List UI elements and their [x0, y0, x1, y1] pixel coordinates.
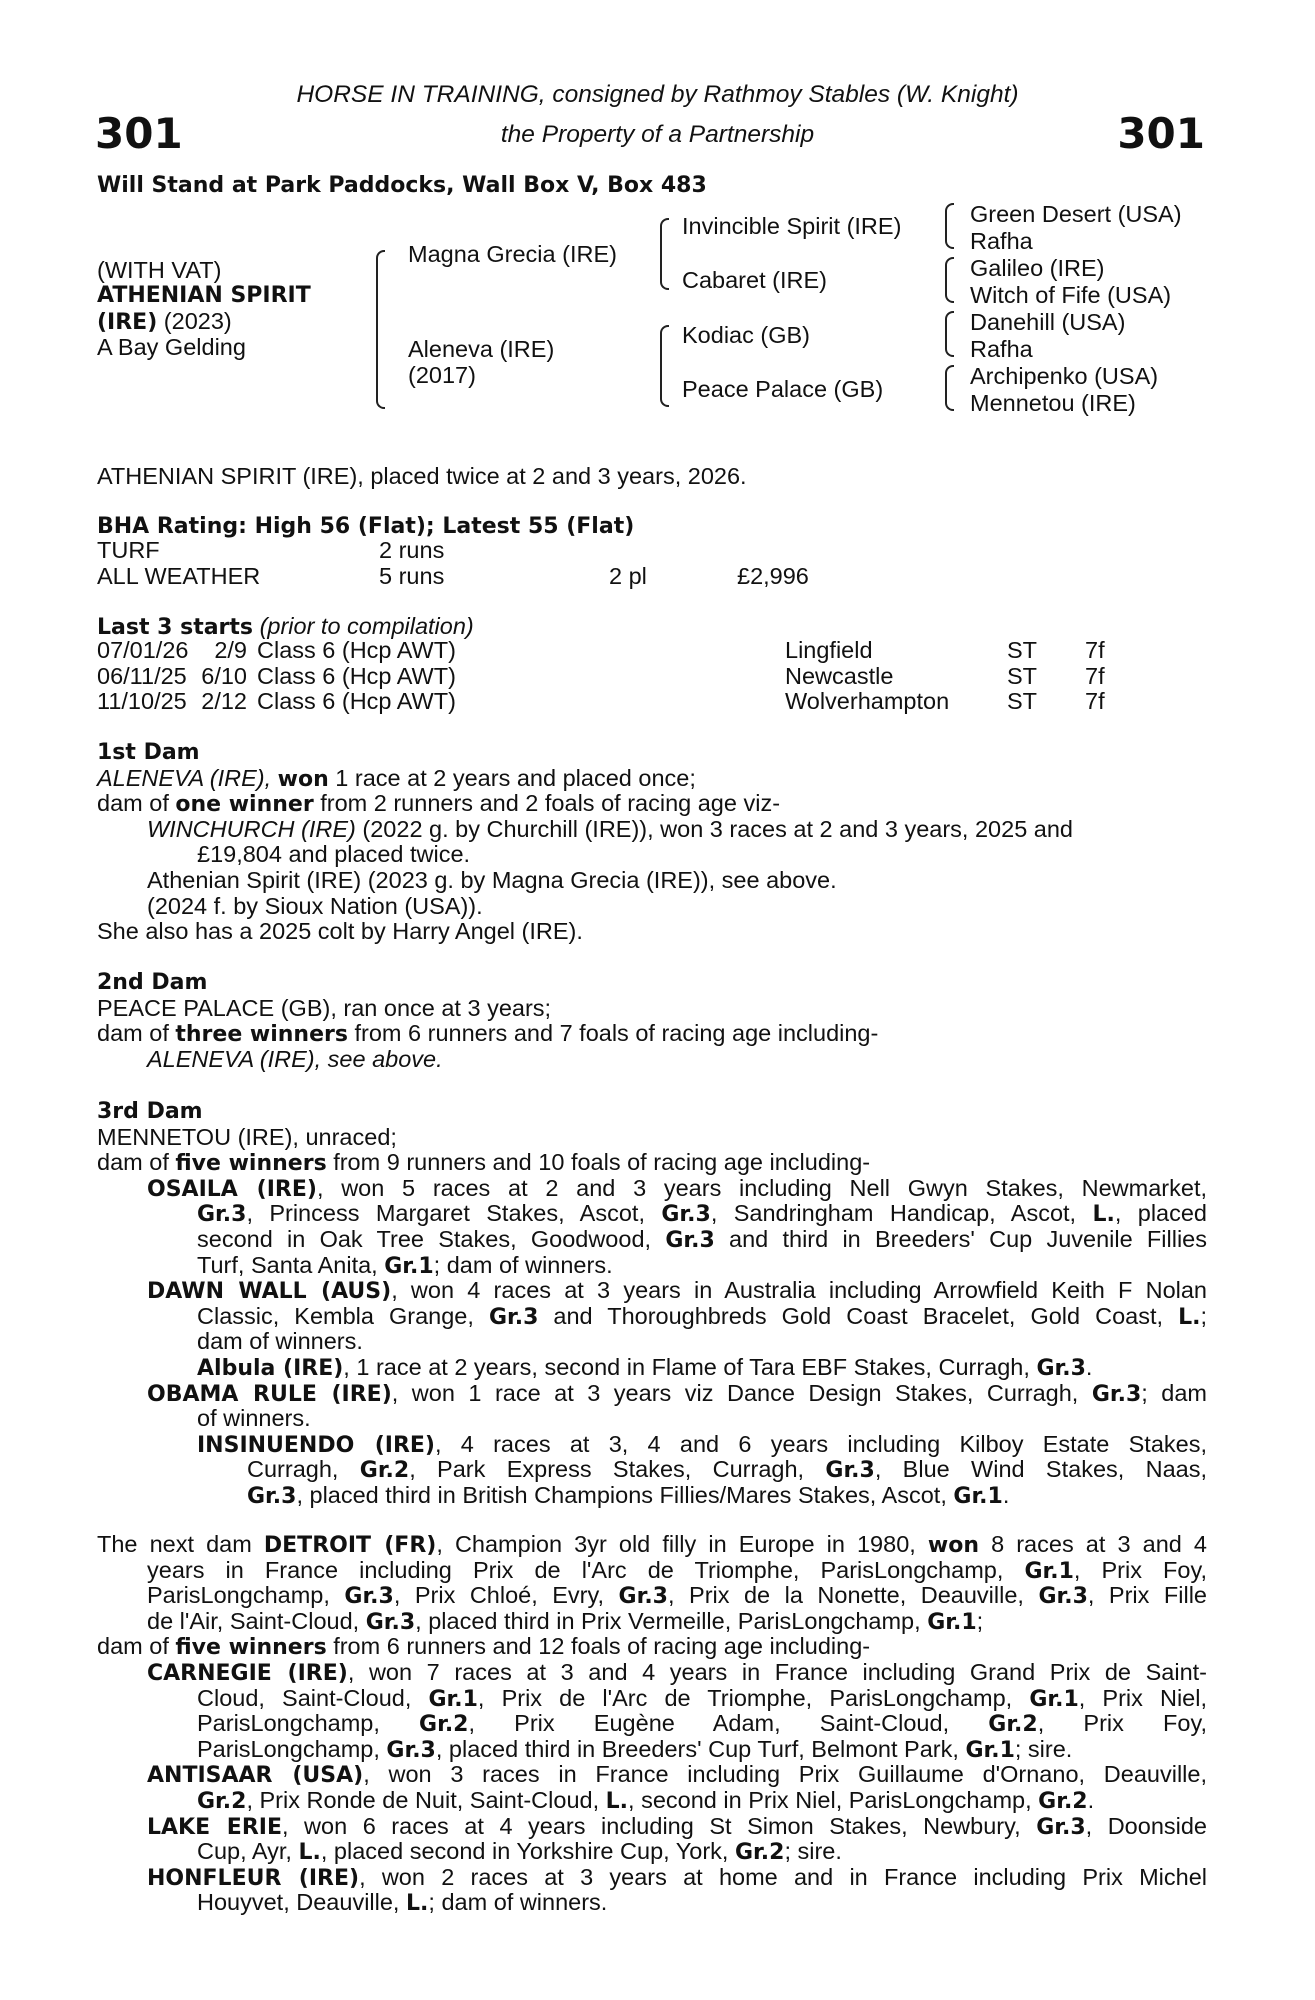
sire-sire: Invincible Spirit (IRE): [682, 213, 902, 239]
vat-note: (WITH VAT): [97, 257, 222, 283]
next-dam-line-cont: de l'Air, Saint-Cloud, Gr.3, placed third in Prix Vermeille, ParisLongchamp, Gr.1;: [147, 1607, 984, 1635]
race-summary: ATHENIAN SPIRIT (IRE), placed twice at 2 and 3 years, 2026.: [97, 463, 747, 489]
brace-gg3: [945, 311, 954, 357]
produce-athenian: Athenian Spirit (IRE) (2023 g. by Magna Grecia (IRE)), see above.: [147, 866, 837, 893]
horse-description: A Bay Gelding: [97, 334, 246, 360]
produce-antisaar-cont: Gr.2, Prix Ronde de Nuit, Saint-Cloud, L., second in Prix Niel, ParisLongchamp, Gr.2.: [197, 1786, 1095, 1814]
dam-sire: Kodiac (GB): [682, 322, 810, 348]
third-dam-section: [97, 1099, 1207, 1509]
horse-name: ATHENIAN SPIRIT: [97, 283, 311, 308]
dam-line: MENNETOU (IRE), unraced;: [97, 1123, 397, 1150]
ggen-5: Danehill (USA): [970, 309, 1126, 335]
produce-carnegie: CARNEGIE (IRE), won 7 races at 3 and 4 years in France including Grand Prix de Saint-: [147, 1658, 1207, 1686]
produce-winchurch-cont: £19,804 and placed twice.: [197, 841, 471, 868]
produce-winchurch: WINCHURCH (IRE) (2022 g. by Churchill (IRE)), won 3 races at 2 and 3 years, 2025 and: [147, 815, 1074, 842]
location-line: Will Stand at Park Paddocks, Wall Box V, Box 483: [97, 173, 707, 198]
rating-table: [97, 538, 809, 589]
table-row: 07/01/26 2/9 Class 6 (Hcp AWT) Lingfield ST 7f: [97, 637, 1105, 663]
next-dam-section: [97, 1532, 1207, 1916]
produce-dawn-wall: DAWN WALL (AUS), won 4 races at 3 years in Australia including Arrowfield Keith F Nolan: [147, 1277, 1207, 1305]
produce-osaila-cont: Gr.3, Princess Margaret Stakes, Ascot, Gr.3, Sandringham Handicap, Ascot, L., placed: [197, 1200, 1207, 1228]
sire-dam: Cabaret (IRE): [682, 267, 827, 293]
first-dam-section: [97, 740, 1207, 945]
next-dam-line-cont: ParisLongchamp, Gr.3, Prix Chloé, Evry, Gr.3, Prix de la Nonette, Deauville, Gr.3, Prix Fille: [147, 1582, 1207, 1610]
last-starts-table: [97, 638, 1105, 715]
section-heading: 2nd Dam: [97, 970, 208, 995]
produce-dawn-wall-cont: dam of winners.: [197, 1328, 363, 1355]
ggen-6: Rafha: [970, 336, 1033, 362]
produce-aleneva: ALENEVA (IRE), see above.: [147, 1045, 443, 1072]
produce-intro: dam of one winner from 2 runners and 2 foals of racing age viz-: [97, 790, 781, 818]
ggen-8: Mennetou (IRE): [970, 390, 1136, 416]
brace-gg4: [945, 365, 954, 411]
produce-intro: dam of five winners from 9 runners and 10 foals of racing age including-: [97, 1149, 871, 1177]
brace-dam-parents: [660, 325, 669, 407]
ggen-2: Rafha: [970, 228, 1033, 254]
lot-number-left: 301: [95, 109, 183, 158]
property-line: the Property of a Partnership: [500, 121, 815, 148]
ggen-3: Galileo (IRE): [970, 255, 1105, 281]
produce-lake-erie-cont: Cup, Ayr, L., placed second in Yorkshire Cup, York, Gr.2; sire.: [197, 1838, 842, 1866]
rating-row: TURF 2 runs: [97, 537, 445, 563]
dam-line: PEACE PALACE (GB), ran once at 3 years;: [97, 994, 552, 1021]
produce-2024-filly: (2024 f. by Sioux Nation (USA)).: [147, 892, 483, 919]
produce-carnegie-cont: Cloud, Saint-Cloud, Gr.1, Prix de l'Arc de Triomphe, ParisLongchamp, Gr.1, Prix Niel,: [197, 1684, 1208, 1712]
brace-sire-dam: [376, 250, 385, 409]
produce-dawn-wall-cont: Classic, Kembla Grange, Gr.3 and Thoroughbreds Gold Coast Bracelet, Gold Coast, L.;: [197, 1302, 1207, 1330]
table-row: 06/11/25 6/10 Class 6 (Hcp AWT) Newcastle ST 7f: [97, 662, 1105, 689]
section-heading: 1st Dam: [97, 740, 200, 765]
produce-obama-rule-cont: of winners.: [197, 1405, 311, 1432]
produce-2025-colt: She also has a 2025 colt by Harry Angel (IRE).: [97, 918, 583, 945]
dam-line: ALENEVA (IRE), won 1 race at 2 years and placed once;: [97, 764, 696, 792]
ggen-1: Green Desert (USA): [970, 201, 1182, 227]
last-starts-heading: Last 3 starts (prior to compilation): [97, 613, 474, 640]
produce-antisaar: ANTISAAR (USA), won 3 races in France including Prix Guillaume d'Ornano, Deauville,: [147, 1761, 1207, 1789]
brace-gg2: [945, 257, 954, 303]
ggen-7: Archipenko (USA): [970, 363, 1159, 389]
horse-name-suffix: (IRE) (2023): [97, 308, 232, 335]
produce-lake-erie: LAKE ERIE, won 6 races at 4 years including St Simon Stakes, Newbury, Gr.3, Doonside: [147, 1812, 1207, 1840]
sire: Magna Grecia (IRE): [408, 241, 617, 267]
table-row: 11/10/25 2/12 Class 6 (Hcp AWT) Wolverhampton ST 7f: [97, 688, 1105, 715]
section-heading: 3rd Dam: [97, 1099, 203, 1124]
dam-year: (2017): [408, 362, 476, 388]
next-dam-line: The next dam DETROIT (FR), Champion 3yr old filly in Europe in 1980, won 8 races at 3 and 4: [97, 1531, 1207, 1558]
lot-number-right: 301: [1117, 109, 1205, 158]
produce-insinuendo-cont: Gr.3, placed third in British Champions Fillies/Mares Stakes, Ascot, Gr.1.: [247, 1481, 1010, 1509]
next-dam-line-cont: years in France including Prix de l'Arc de Triomphe, ParisLongchamp, Gr.1, Prix Foy,: [147, 1556, 1207, 1584]
produce-intro: dam of three winners from 6 runners and 7 foals of racing age including-: [97, 1020, 879, 1048]
dam: Aleneva (IRE): [408, 336, 555, 362]
produce-obama-rule: OBAMA RULE (IRE), won 1 race at 3 years viz Dance Design Stakes, Curragh, Gr.3; dam: [147, 1379, 1207, 1407]
produce-intro: dam of five winners from 6 runners and 12 foals of racing age including-: [97, 1633, 871, 1661]
consignment-line: HORSE IN TRAINING, consigned by Rathmoy Stables (W. Knight): [296, 81, 1019, 108]
ggen-4: Witch of Fife (USA): [970, 282, 1172, 308]
produce-carnegie-cont: ParisLongchamp, Gr.2, Prix Eugène Adam, Saint-Cloud, Gr.2, Prix Foy,: [197, 1710, 1207, 1738]
produce-osaila-cont: Turf, Santa Anita, Gr.1; dam of winners.: [197, 1251, 613, 1279]
brace-gg1: [945, 203, 954, 249]
brace-sire-parents: [660, 218, 669, 290]
rating-title: BHA Rating: High 56 (Flat); Latest 55 (Flat): [97, 514, 635, 539]
produce-osaila: OSAILA (IRE), won 5 races at 2 and 3 years including Nell Gwyn Stakes, Newmarket,: [147, 1174, 1207, 1202]
produce-insinuendo-cont: Curragh, Gr.2, Park Express Stakes, Curragh, Gr.3, Blue Wind Stakes, Naas,: [247, 1456, 1208, 1484]
produce-albula: Albula (IRE), 1 race at 2 years, second in Flame of Tara EBF Stakes, Curragh, Gr.3.: [197, 1353, 1093, 1381]
produce-honfleur-cont: Houyvet, Deauville, L.; dam of winners.: [197, 1889, 608, 1917]
second-dam-section: [97, 970, 1207, 1072]
dam-dam: Peace Palace (GB): [682, 376, 884, 402]
produce-honfleur: HONFLEUR (IRE), won 2 races at 3 years at home and in France including Prix Michel: [147, 1863, 1207, 1891]
produce-carnegie-cont: ParisLongchamp, Gr.3, placed third in Breeders' Cup Turf, Belmont Park, Gr.1; sire.: [197, 1735, 1073, 1763]
produce-osaila-cont: second in Oak Tree Stakes, Goodwood, Gr.3 and third in Breeders' Cup Juvenile Fillies: [197, 1225, 1207, 1253]
produce-insinuendo: INSINUENDO (IRE), 4 races at 3, 4 and 6 years including Kilboy Estate Stakes,: [197, 1430, 1207, 1458]
rating-row: ALL WEATHER 5 runs 2 pl £2,996: [97, 562, 809, 589]
